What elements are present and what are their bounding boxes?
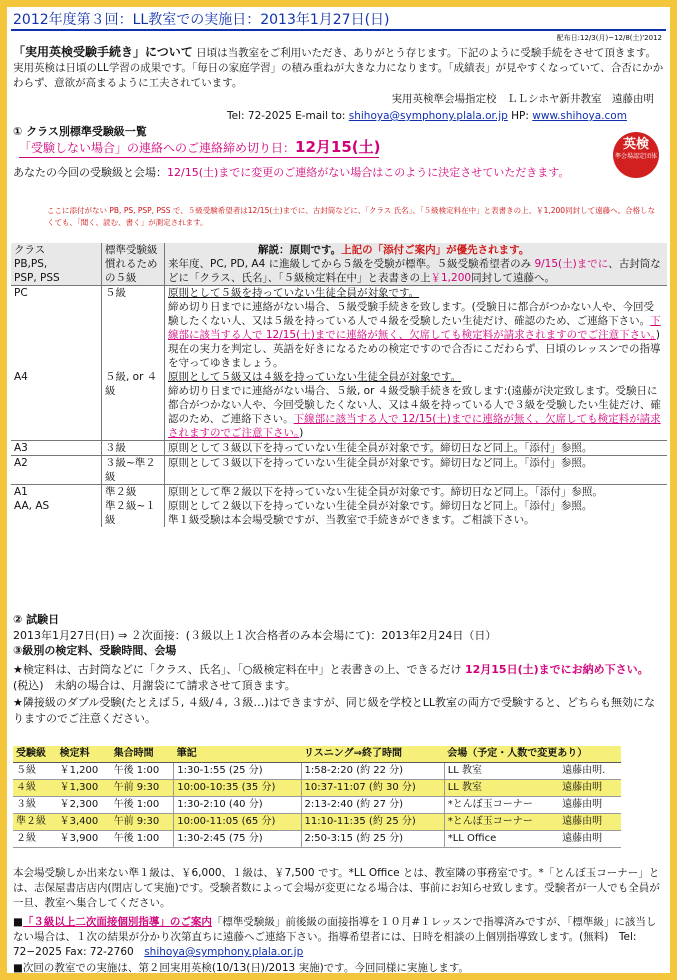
hp-link[interactable]: www.shihoya.com — [532, 110, 627, 122]
issue-date: 配布日:12/3(月)~12/8(土)'2012 — [556, 34, 662, 42]
table-row: ５級 ￥1,200 午後 1:00 1:30-1:55 (25 分) 1:58-2:20 (約 22 分) LL 教室 遠藤由明. — [13, 763, 621, 780]
test-dates: 2013年1月27日(日) ⇒ ２次面接：(３級以上１次合格者のみ本会場にて)：2013年2月24日（日） — [13, 629, 497, 642]
deadline-date: 12月15(土) — [295, 138, 381, 156]
row-text: 原則として３級以下を持っていない生徒全員が対象です。締切日など同上。「添付」参照。 — [165, 456, 668, 485]
double-exam-note: ★隣接級のダブル受験(たとえば５, ４級/４, ３級…)はできますが、同じ級を学校とLL教室の両方で受験すると、どちらも無効になりますのでご注意ください。 — [13, 696, 655, 725]
table-row: 準２級 ￥3,400 午前 9:30 10:00-11:05 (65 分) 11:10-11:35 (約 25 分) *とんぼ玉コーナー 遠藤由明 — [13, 814, 621, 831]
row-class: A1 AA, AS — [11, 485, 102, 528]
document-page — [7, 7, 670, 973]
row-class: PC — [11, 286, 102, 371]
next-exam-note: ■次回の教室での実施は、第２回実用英検(10/13(日)/2013 実施)です。今回同様に実施します。 — [13, 962, 469, 973]
row-class: A3 — [11, 441, 102, 456]
hdr-explanation: 解説：原則です。上記の「添付ご案内」が優先されます。 来年度、PC, PD, A4 に進級してから５級を受験が標準。５級受験希望者のみ 9/15(土)までに、古封筒などに「クラス、氏名」、「５級検定料在中」と表書きの上￥1,200同封して遠藤へ。 — [165, 243, 668, 286]
row-grade: ３級~準２級 — [102, 456, 165, 485]
badge-subtitle: 準会場認定団体 — [614, 153, 657, 160]
grade-table — [11, 243, 667, 527]
interview-guidance: ■「３級以上二次面接個別指導」のご案内「標準受験級」前後級の面接指導を１０月#１レッスンで指導済みですが、「標準級」に該当しない場合は、１次の結果が分かり次第直ちに遠藤へご連絡下さい。指導希望者には、日時を相談の上個別指導致します。(無料) Tel: 72−2025 Fax: 72-2760 shihoya@symphony.plala.or.jp — [13, 916, 657, 958]
email-link[interactable]: shihoya@symphony.plala.or.jp — [348, 110, 508, 122]
deadline-label: 「受験しない場合」の連絡へのご連絡締め切り日： — [19, 141, 296, 155]
table-row — [11, 286, 667, 371]
table-row — [11, 456, 667, 485]
venue-notes: 本会場受験しか出来ない準１級は、￥6,000、１級は、￥7,500 です。*LL Office とは、教室隣の事務室です。*「とんぼ玉コーナー」とは、志保屋書店店内(閉店して実施)です。受験者数によって会場が変更になる場合は、事前にお知らせ致します。受験者が一人でも全員が一旦、教室へ集合してください。 — [13, 867, 660, 909]
deadline-line — [19, 140, 380, 155]
grade-table-header — [11, 243, 667, 286]
row-grade: ３級 — [102, 441, 165, 456]
decision-note-b: 12/15(土)までに変更のご連絡がない場合はこのように決定させていただきます。 — [167, 166, 570, 179]
decision-note-a: あなたの今回の受験級と会場： — [13, 166, 167, 179]
table-row: ２級 ￥3,900 午後 1:00 1:30-2:45 (75 分) 2:50-3:15 (約 25 分) *LL Office 遠藤由明 — [13, 831, 621, 848]
signature: 実用英検準会場指定校 ＬＬシホヤ新井教室 遠藤由明 — [391, 93, 654, 105]
section3-title: ③級別の検定料、受験時間、会場 — [13, 644, 177, 657]
deadline-underline — [19, 157, 379, 158]
table-row — [11, 485, 667, 528]
table-row: ３級 ￥2,300 午後 1:00 1:30-2:10 (40 分) 2:13-2:40 (約 27 分) *とんぼ玉コーナー 遠藤由明 — [13, 797, 621, 814]
row-class: A4 — [11, 370, 102, 441]
fee-note: ★検定料は、古封筒などに「クラス、氏名」、「○級検定料在中」と表書きの上、できるだけ 12月15日(土)までにお納め下さい。(税込) 未納の場合は、月謝袋にて請求させて頂きます。 — [13, 663, 649, 692]
page-title: 2012年度第３回：LL教室での実施日：2013年1月27日(日) — [13, 12, 390, 28]
schedule-table — [13, 746, 621, 848]
intro-body: 日頃は当教室をご利用いただき、ありがとう存じます。下記のように受験手続をさせて頂きます。実用英検は日頃のLL学習の成果です。「毎日の家庭学習」の積み重ねが大きな力になります。「成績表」が見やすくなっていて、合否にかかわらず、意欲が高まるように工夫されています。 — [13, 47, 664, 89]
intro-heading: 「実用英検受験手続き」について — [13, 45, 193, 59]
row-grade: ５級, or ４級 — [102, 370, 165, 441]
row-text: 原則として３級以下を持っていない生徒全員が対象です。締切日など同上。「添付」参照。 — [165, 441, 668, 456]
schedule-header: 受験級 検定料 集合時間 筆記 リスニング⇒終了時間 会場（予定・人数で変更あり） — [13, 746, 621, 763]
contact-line — [227, 109, 627, 123]
row-grade: 準２級 準２級~１級 — [102, 485, 165, 528]
hp-label: HP: — [507, 110, 533, 122]
row-text: 原則として準２級以下を持っていない生徒全員が対象です。締切日など同上。「添付」参照。 原則として２級以下を持っていない生徒全員が対象です。締切日など同上。「添付」参照。 準１級受験は本会場受験ですが、当教室で手続きができます。ご相談下さい。 — [165, 485, 668, 528]
row-class: A2 — [11, 456, 102, 485]
table-row — [11, 441, 667, 456]
section2-title: ② 試験日 — [13, 613, 60, 626]
eiken-badge-logo — [613, 132, 659, 178]
row-grade: ５級 — [102, 286, 165, 371]
hdr-standard-grade: 標準受験級 慣れるため の５級 — [102, 243, 165, 286]
table-row: ４級 ￥1,300 午前 9:30 10:00-10:35 (35 分) 10:37-11:07 (約 30 分) LL 教室 遠藤由明 — [13, 780, 621, 797]
grade5-small-note: ここに添付がない PB, PS, PSP, PSS で、５級受験希望者は12/15(土)までに、古封筒などに、「クラス 氏名」、「５級検定料在中」と表書きの上、￥1,200同封して遠藤へ。合格しなくても、「聞く、読む、書く」が測定されます。 — [47, 206, 656, 227]
section1-title: ① クラス別標準受験級一覧 — [13, 125, 147, 138]
row-text: 原則として５級を持っていない生徒全員が対象です。 締め切り日までに連絡がない場合、５級受験手続きを致します。(受験日に都合がつかない人や、今回受験したくない人、又は５級を持っている人で４級を受験したい生徒だけ、確認のため、ご連絡下さい。下線部に該当する人で 12/15(土)までに連絡が無く、欠席しても検定料が請求されますのでご注意下さい。) 現在の実力を判定し、英語を好きになるための検定ですので合否にこだわらず、日頃のレッスンでの指導を守ってゆきましょう。 — [168, 287, 661, 369]
table-row — [11, 370, 667, 441]
email-link[interactable]: shihoya@symphony.plala.or.jp — [144, 946, 304, 958]
hdr-class: クラス PB,PS, PSP, PSS — [11, 243, 102, 286]
intro-paragraph — [13, 45, 665, 91]
badge-title: 英検 — [622, 137, 649, 152]
contact-tel: Tel: 72-2025 E-mail to: — [227, 110, 349, 122]
row-text: 原則として５級又は４級を持っていない生徒全員が対象です。 締め切り日までに連絡がない場合、５級, or ４級受験手続きを致します:(遠藤が決定致します。受験日に都合がつかない人や、今回受験したくない人、又は４級を持っている人で３級を受験したい生徒だけ、確認のため、ご連絡下さい。下線部に該当する人で 12/15(土)までに連絡が無く、欠席しても検定料が請求されますのでご注意下さい。) — [168, 371, 661, 439]
decision-note — [13, 165, 613, 180]
